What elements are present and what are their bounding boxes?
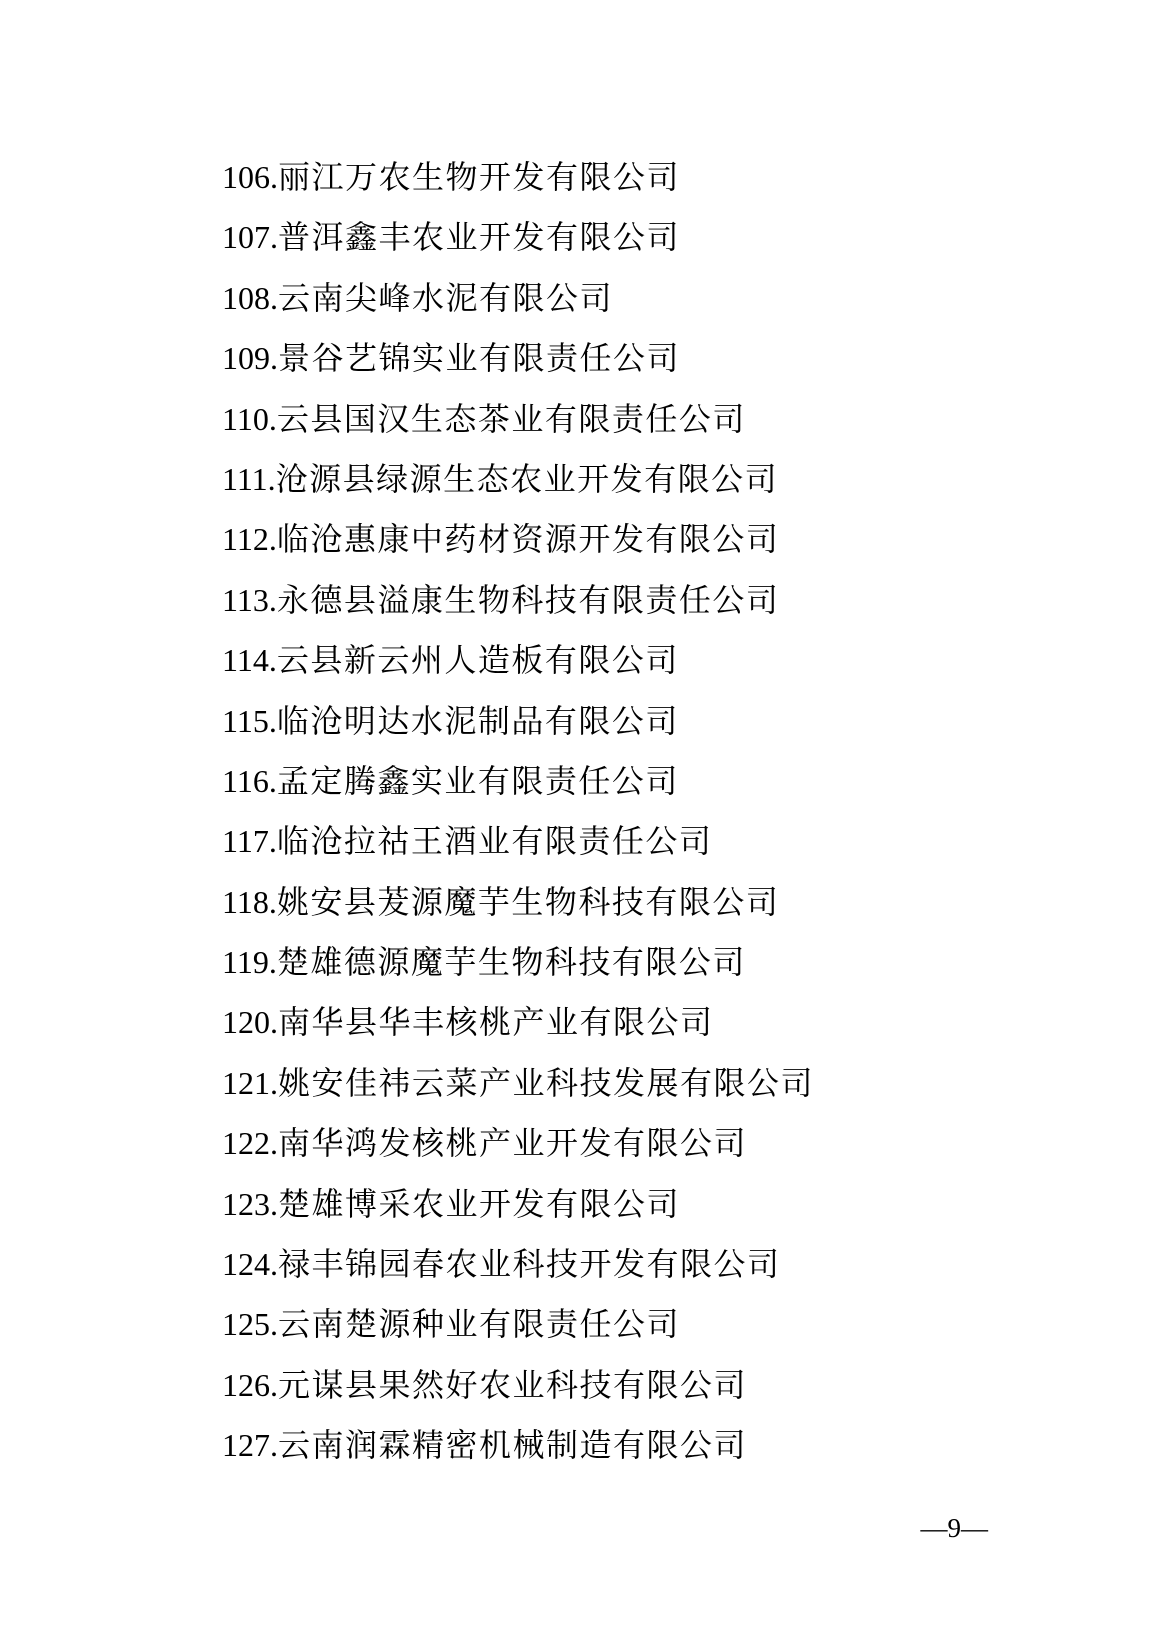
list-item-number: 117. bbox=[222, 823, 277, 860]
list-item-company-name: 永德县溢康生物科技有限责任公司 bbox=[276, 581, 780, 618]
list-item-number: 112. bbox=[222, 521, 277, 558]
list-item-number: 107. bbox=[222, 219, 278, 256]
list-item-company-name: 元谋县果然好农业科技有限公司 bbox=[278, 1366, 748, 1403]
list-item-number: 119. bbox=[222, 944, 277, 981]
list-item-number: 109. bbox=[222, 340, 278, 377]
list-item-number: 106. bbox=[222, 159, 278, 195]
list-item-company-name: 云南楚源种业有限责任公司 bbox=[278, 1306, 681, 1343]
list-item bbox=[222, 1294, 1040, 1354]
list-item-company-name: 楚雄德源魔芋生物科技有限公司 bbox=[276, 944, 746, 981]
list-item-company-name: 云县新云州人造板有限公司 bbox=[276, 642, 679, 679]
list-item bbox=[222, 207, 1040, 267]
list-item-company-name: 沧源县绿源生态农业开发有限公司 bbox=[275, 460, 779, 497]
list-item bbox=[222, 1355, 1040, 1415]
list-item bbox=[222, 328, 1040, 388]
list-item-company-name: 云南润霖精密机械制造有限公司 bbox=[278, 1427, 748, 1464]
list-item bbox=[222, 147, 1040, 207]
list-item-number: 110. bbox=[222, 400, 277, 437]
list-item-number: 116. bbox=[222, 762, 277, 799]
list-item-company-name: 临沧明达水泥制品有限公司 bbox=[276, 702, 679, 739]
list-item bbox=[222, 509, 1040, 569]
list-item-number: 113. bbox=[222, 581, 277, 618]
list-item-number: 111. bbox=[222, 460, 276, 497]
list-item-company-name: 姚安县茇源魔芋生物科技有限公司 bbox=[276, 883, 780, 920]
page-footer bbox=[0, 1506, 1160, 1550]
list-item-company-name: 临沧拉祜王酒业有限责任公司 bbox=[276, 823, 713, 860]
list-item-number: 115. bbox=[222, 702, 277, 739]
list-item bbox=[222, 449, 1040, 509]
list-item bbox=[222, 1113, 1040, 1173]
list-item bbox=[222, 1174, 1040, 1234]
page-number: —9— bbox=[920, 1513, 988, 1543]
list-item bbox=[222, 1053, 1040, 1113]
list-item bbox=[222, 992, 1040, 1052]
list-item bbox=[222, 1415, 1040, 1475]
list-item bbox=[222, 872, 1040, 932]
list-item-company-name: 云县国汉生态茶业有限责任公司 bbox=[276, 400, 746, 437]
list-item bbox=[222, 691, 1040, 751]
list-item bbox=[222, 751, 1040, 811]
list-item-company-name: 南华鸿发核桃产业开发有限公司 bbox=[278, 1125, 748, 1162]
list-item-company-name: 南华县华丰核桃产业有限公司 bbox=[278, 1004, 714, 1041]
list-item-number: 126. bbox=[222, 1366, 278, 1403]
list-item-company-name: 云南尖峰水泥有限公司 bbox=[278, 279, 614, 316]
list-item-company-name: 丽江万农生物开发有限公司 bbox=[278, 159, 681, 195]
list-item-number: 120. bbox=[222, 1004, 278, 1041]
list-item bbox=[222, 389, 1040, 449]
list-item-company-name: 禄丰锦园春农业科技开发有限公司 bbox=[278, 1246, 781, 1283]
list-item bbox=[222, 811, 1040, 871]
list-item bbox=[222, 268, 1040, 328]
list-item-number: 127. bbox=[222, 1427, 278, 1464]
list-item-number: 108. bbox=[222, 279, 278, 316]
list-item-number: 114. bbox=[222, 642, 277, 679]
list-item-number: 123. bbox=[222, 1185, 278, 1222]
list-item-number: 118. bbox=[222, 883, 277, 920]
list-item-number: 121. bbox=[222, 1064, 278, 1101]
list-item-number: 125. bbox=[222, 1306, 278, 1343]
list-item-number: 124. bbox=[222, 1246, 278, 1283]
list-item bbox=[222, 932, 1040, 992]
list-item bbox=[222, 630, 1040, 690]
list-item-company-name: 景谷艺锦实业有限责任公司 bbox=[278, 340, 681, 377]
list-item-company-name: 姚安佳祎云菜产业科技发展有限公司 bbox=[278, 1064, 815, 1101]
list-item-company-name: 普洱鑫丰农业开发有限公司 bbox=[278, 219, 681, 256]
list-item bbox=[222, 1234, 1040, 1294]
list-item bbox=[222, 570, 1040, 630]
list-item-company-name: 临沧惠康中药材资源开发有限公司 bbox=[276, 521, 780, 558]
company-list bbox=[222, 147, 1040, 1476]
list-item-number: 122. bbox=[222, 1125, 278, 1162]
list-item-company-name: 楚雄博采农业开发有限公司 bbox=[278, 1185, 681, 1222]
list-item-company-name: 孟定腾鑫实业有限责任公司 bbox=[276, 762, 679, 799]
